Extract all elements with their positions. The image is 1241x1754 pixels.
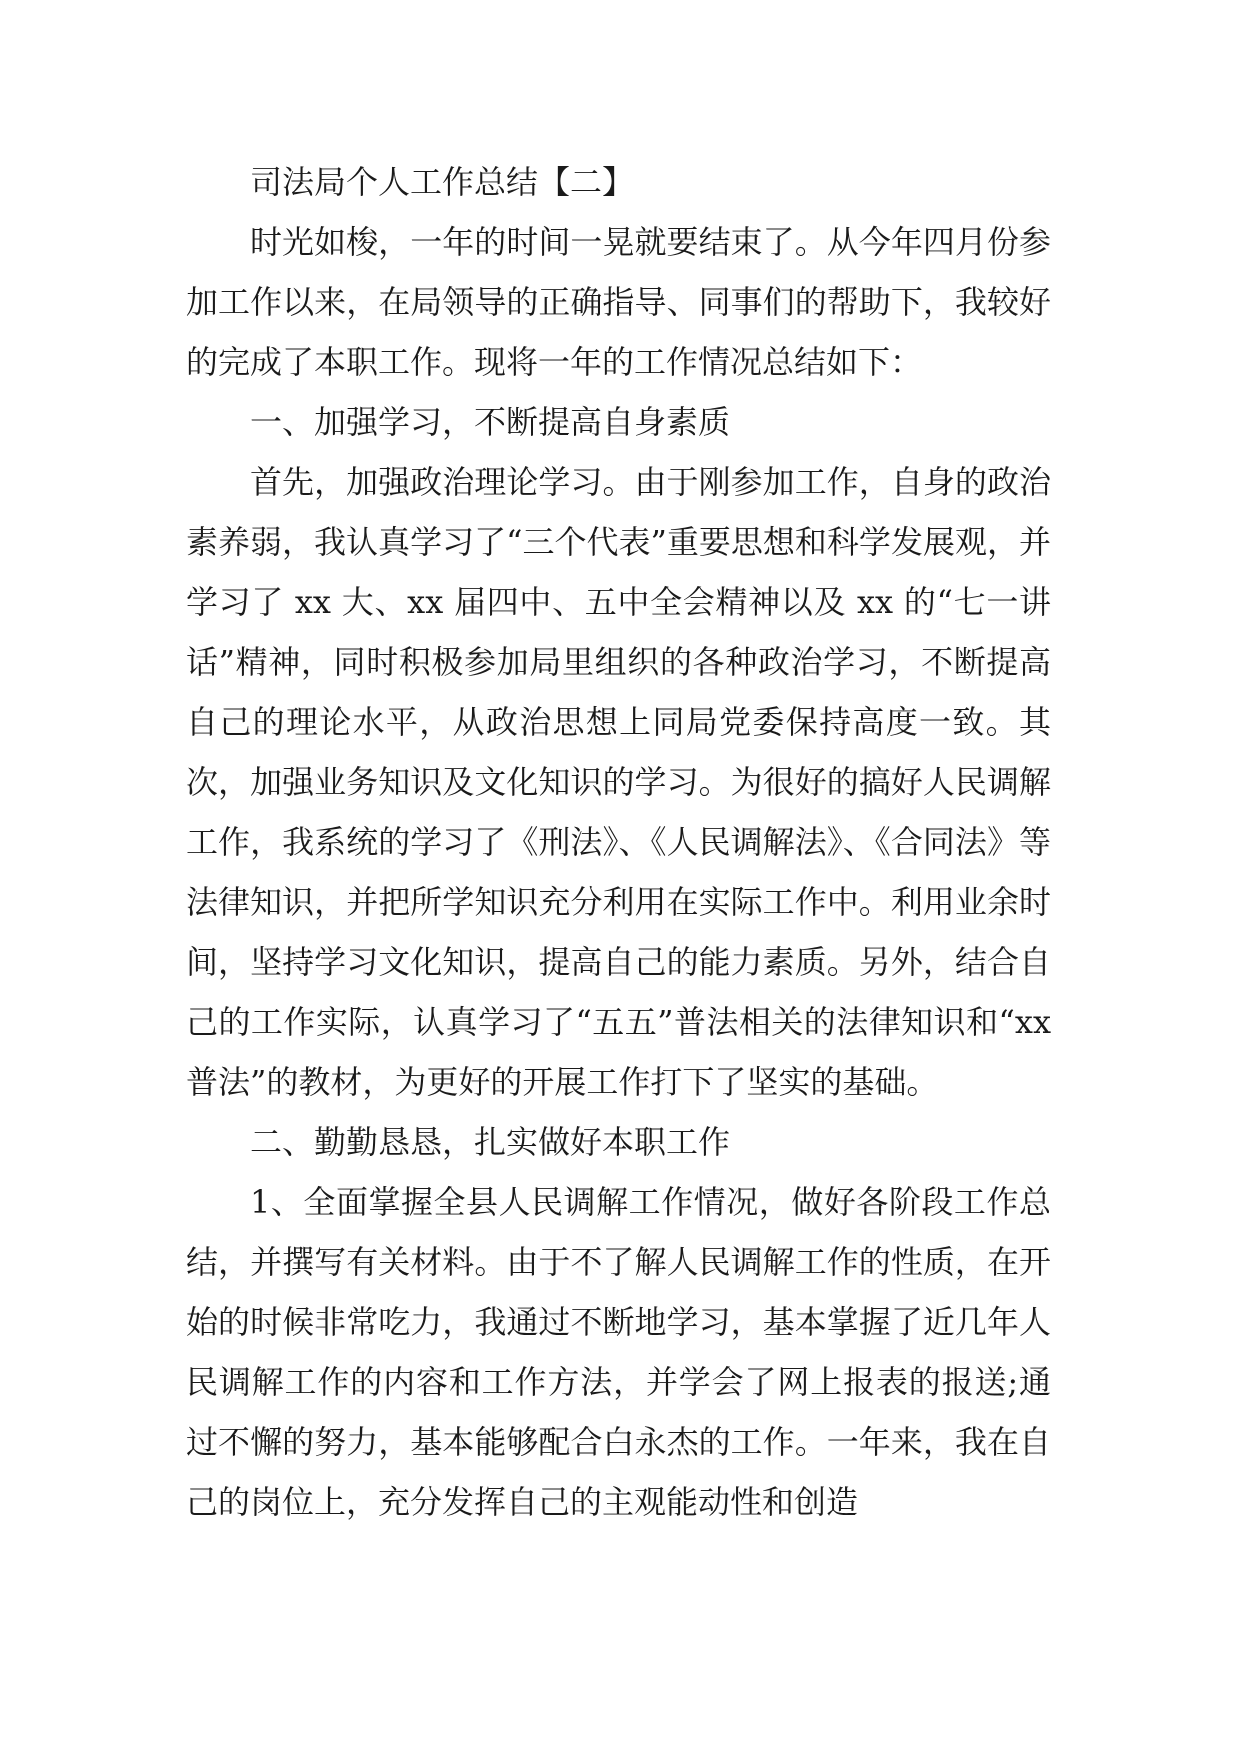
section-heading-1: 一、加强学习，不断提高自身素质: [250, 403, 731, 441]
paragraph-duties: 1、全面掌握全县人民调解工作情况，做好各阶段工作总结，并撰写有关材料。由于不了解人民调解工作的性质，在开始的时候非常吃力，我通过不断地学习，基本掌握了近几年人民调解工作的内容和工作方法，并学会了网上报表的报送;通过不懈的努力，基本能够配合白永杰的工作。一年来，我在自己的岗位上，充分发挥自己的主观能动性和创造: [186, 1183, 1051, 1521]
paragraph-intro: 时光如梭，一年的时间一晃就要结束了。从今年四月份参加工作以来，在局领导的正确指导、同事们的帮助下，我较好的完成了本职工作。现将一年的工作情况总结如下：: [186, 223, 1051, 381]
paragraph-study: 首先，加强政治理论学习。由于刚参加工作，自身的政治素养弱，我认真学习了“三个代表”重要思想和科学发展观，并学习了 xx 大、xx 届四中、五中全会精神以及 xx 的“七一讲话”精神，同时积极参加局里组织的各种政治学习，不断提高自己的理论水平，从政治思想上同局党委保持高度一致。其次，加强业务知识及文化知识的学习。为很好的搞好人民调解工作，我系统的学习了《刑法》、《人民调解法》、《合同法》等法律知识，并把所学知识充分利用在实际工作中。利用业余时间，坚持学习文化知识，提高自己的能力素质。另外，结合自己的工作实际，认真学习了“五五”普法相关的法律知识和“xx 普法”的教材，为更好的开展工作打下了坚实的基础。: [186, 463, 1051, 1101]
document-title: 司法局个人工作总结【二】: [250, 163, 635, 201]
document-body: [186, 152, 1051, 1532]
section-heading-2: 二、勤勤恳恳，扎实做好本职工作: [250, 1123, 731, 1161]
